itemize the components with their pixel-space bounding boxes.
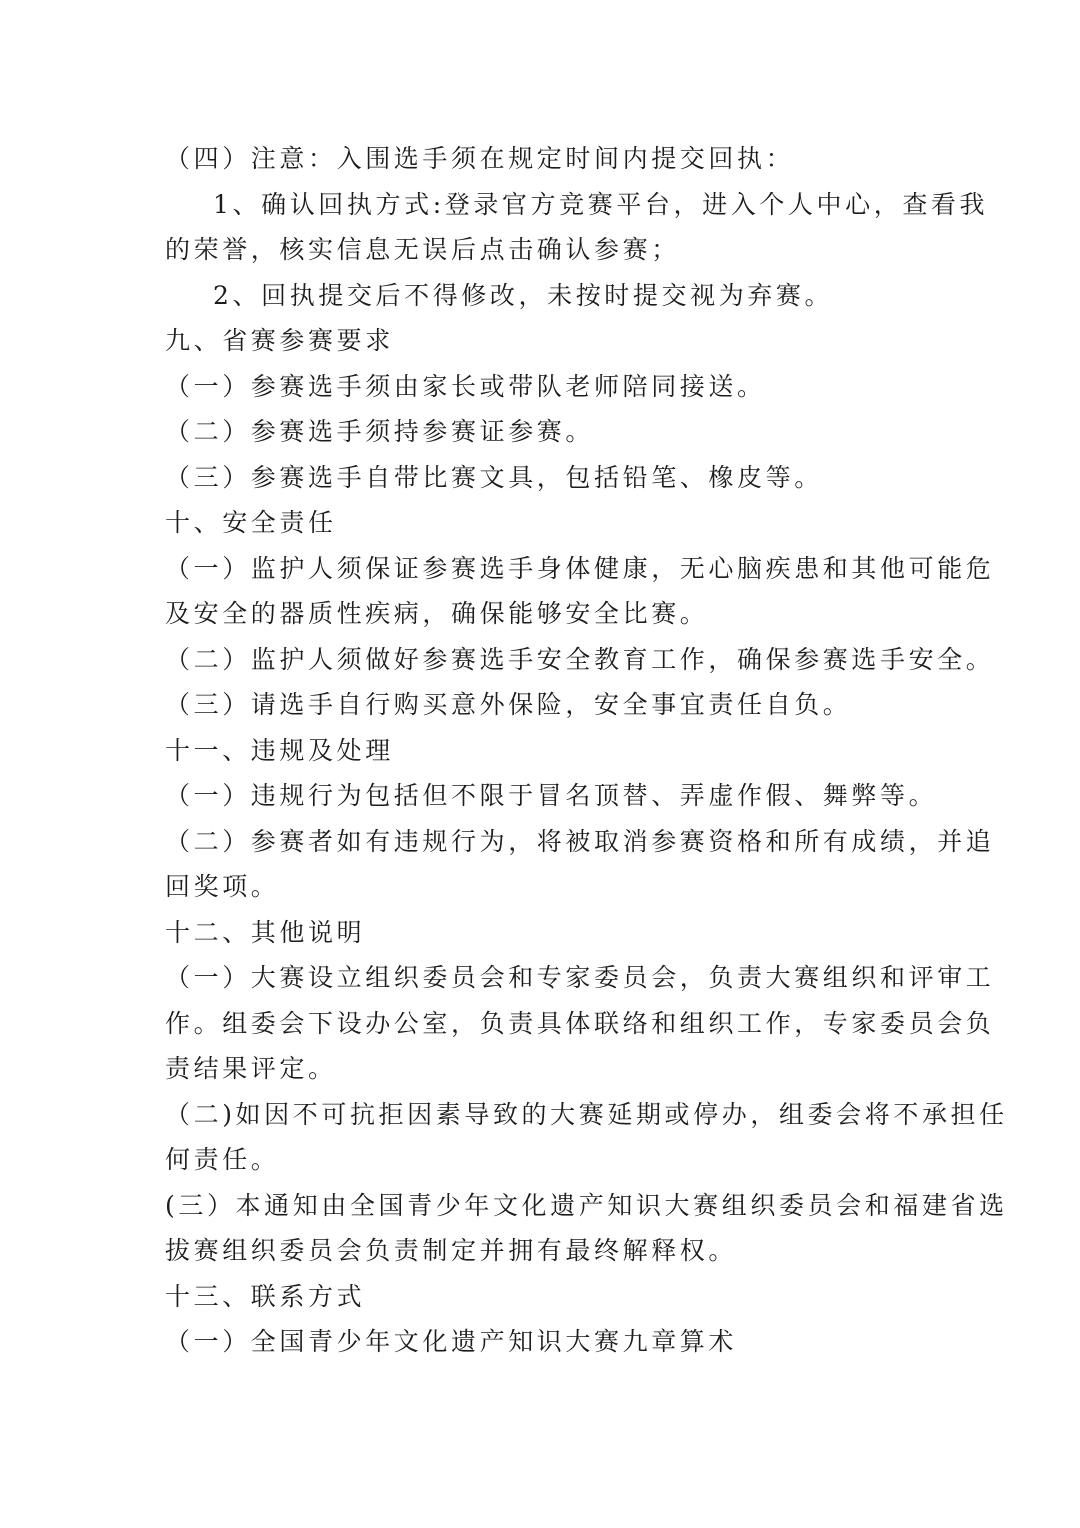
document-line: 十一、违规及处理 xyxy=(165,735,394,765)
document-line: （一）监护人须保证参赛选手身体健康，无心脑疾患和其他可能危 xyxy=(165,553,995,583)
document-line: 回奖项。 xyxy=(165,872,280,901)
document-line: （三）参赛选手自带比赛文具，包括铅笔、橡皮等。 xyxy=(165,462,823,492)
document-line: （二）监护人须做好参赛选手安全教育工作，确保参赛选手安全。 xyxy=(165,644,995,674)
document-line: 拔赛组织委员会负责制定并拥有最终解释权。 xyxy=(165,1236,738,1265)
document-line: （二）参赛者如有违规行为，将被取消参赛资格和所有成绩，并追 xyxy=(165,826,995,856)
document-line: 1、确认回执方式:登录官方竞赛平台，进入个人中心，查看我 xyxy=(213,189,989,219)
document-line: 九、省赛参赛要求 xyxy=(165,326,394,355)
document-body xyxy=(165,136,1008,1365)
document-line: （二)如因不可抗拒因素导致的大赛延期或停办，组委会将不承担任 xyxy=(165,1099,1008,1129)
document-line: （一）违规行为包括但不限于冒名顶替、弄虚作假、舞弊等。 xyxy=(165,781,938,810)
document-line: (三）本通知由全国青少年文化遗产知识大赛组织委员会和福建省选 xyxy=(165,1190,1008,1220)
document-line: 2、回执提交后不得修改，未按时提交视为弃赛。 xyxy=(213,280,834,310)
document-line: （三）请选手自行购买意外保险，安全事宜责任自负。 xyxy=(165,690,852,719)
document-line: 责结果评定。 xyxy=(165,1054,337,1083)
document-line: 十二、其他说明 xyxy=(165,917,366,947)
document-line: 何责任。 xyxy=(165,1145,280,1174)
document-line: 及安全的器质性疾病，确保能够安全比赛。 xyxy=(165,599,709,628)
document-line: 十三、联系方式 xyxy=(165,1281,366,1311)
document-line: （四）注意：入围选手须在规定时间内提交回执： xyxy=(165,144,795,173)
document-line: 作。组委会下设办公室，负责具体联络和组织工作，专家委员会负 xyxy=(165,1008,995,1038)
document-line: （二）参赛选手须持参赛证参赛。 xyxy=(165,417,595,446)
document-line: 十、安全责任 xyxy=(165,508,337,537)
document-line: （一）大赛设立组织委员会和专家委员会，负责大赛组织和评审工 xyxy=(165,963,995,992)
document-line: （一）参赛选手须由家长或带队老师陪同接送。 xyxy=(165,371,766,401)
document-line: 的荣誉，核实信息无误后点击确认参赛； xyxy=(165,235,680,264)
document-line: （一）全国青少年文化遗产知识大赛九章算术 xyxy=(165,1327,738,1356)
